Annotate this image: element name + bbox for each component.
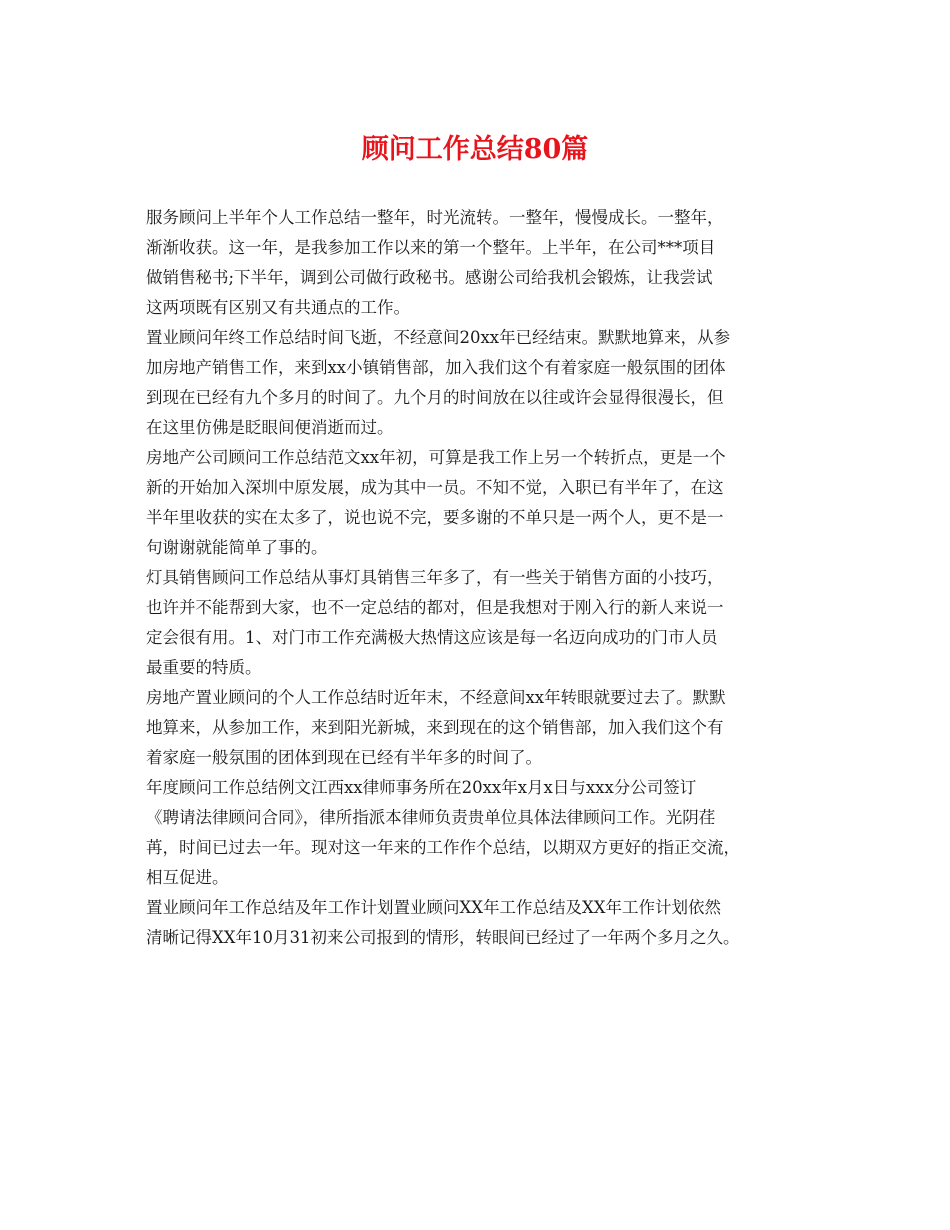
text-line: 服务顾问上半年个人工作总结一整年，时光流转。一整年，慢慢成长。一整年，: [146, 208, 724, 227]
text-line: 地算来，从参加工作，来到阳光新城，来到现在的这个销售部，加入我们这个有: [146, 718, 724, 737]
text-line: 也许并不能帮到大家，也不一定总结的都对，但是我想对于刚入行的新人来说一: [146, 598, 724, 617]
text-line: 房地产公司顾问工作总结范文xx年初，可算是我工作上另一个转折点，更是一个: [146, 448, 726, 467]
paragraph-service-advisor: [146, 203, 806, 323]
text-line: 做销售秘书;下半年，调到公司做行政秘书。感谢公司给我机会锻炼，让我尝试: [146, 268, 713, 287]
paragraph-property-advisor-yearend: [146, 323, 806, 443]
text-line: 半年里收获的实在太多了，说也说不完，要多谢的不单只是一两个人，更不是一: [146, 508, 724, 527]
text-line: 房地产置业顾问的个人工作总结时近年末，不经意间xx年转眼就要过去了。默默: [146, 688, 726, 707]
text-line: 加房地产销售工作，来到xx小镇销售部，加入我们这个有着家庭一般氛围的团体: [146, 358, 726, 377]
document-title: 顾问工作总结80篇: [361, 134, 589, 165]
text-line: 渐渐收获。这一年，是我参加工作以来的第一个整年。上半年，在公司***项目: [146, 238, 716, 257]
paragraph-property-advisor-personal: [146, 683, 806, 773]
paragraph-annual-plan: [146, 893, 806, 953]
text-line: 在这里仿佛是眨眼间便消逝而过。: [146, 418, 394, 437]
text-line: 置业顾问年工作总结及年工作计划置业顾问XX年工作总结及XX年工作计划依然: [146, 898, 721, 917]
text-line: 定会很有用。1、对门市工作充满极大热情这应该是每一名迈向成功的门市人员: [146, 628, 718, 647]
text-line: 清晰记得XX年10月31初来公司报到的情形，转眼间已经过了一年两个多月之久。: [146, 928, 740, 947]
text-line: 最重要的特质。: [146, 658, 262, 677]
paragraph-real-estate-company: [146, 443, 806, 563]
text-line: 置业顾问年终工作总结时间飞逝，不经意间20xx年已经结束。默默地算来，从参: [146, 328, 731, 347]
text-line: 着家庭一般氛围的团体到现在已经有半年多的时间了。: [146, 748, 542, 767]
paragraph-legal-advisor: [146, 773, 806, 893]
text-line: 《聘请法律顾问合同》，律所指派本律师负责贵单位具体法律顾问工作。光阴荏: [146, 808, 716, 827]
paragraph-lighting-sales: [146, 563, 806, 683]
text-line: 这两项既有区别又有共通点的工作。: [146, 298, 410, 317]
text-line: 年度顾问工作总结例文江西xx律师事务所在20xx年x月x日与xxx分公司签订: [146, 778, 697, 797]
document-body: [146, 203, 806, 953]
text-line: 新的开始加入深圳中原发展，成为其中一员。不知不觉，入职已有半年了，在这: [146, 478, 724, 497]
text-line: 相互促进。: [146, 868, 229, 887]
text-line: 苒，时间已过去一年。现对这一年来的工作作个总结，以期双方更好的指正交流，: [146, 838, 740, 857]
text-line: 句谢谢就能简单了事的。: [146, 538, 328, 557]
text-line: 灯具销售顾问工作总结从事灯具销售三年多了，有一些关于销售方面的小技巧，: [146, 568, 724, 587]
text-line: 到现在已经有九个多月的时间了。九个月的时间放在以往或许会显得很漫长，但: [146, 388, 724, 407]
